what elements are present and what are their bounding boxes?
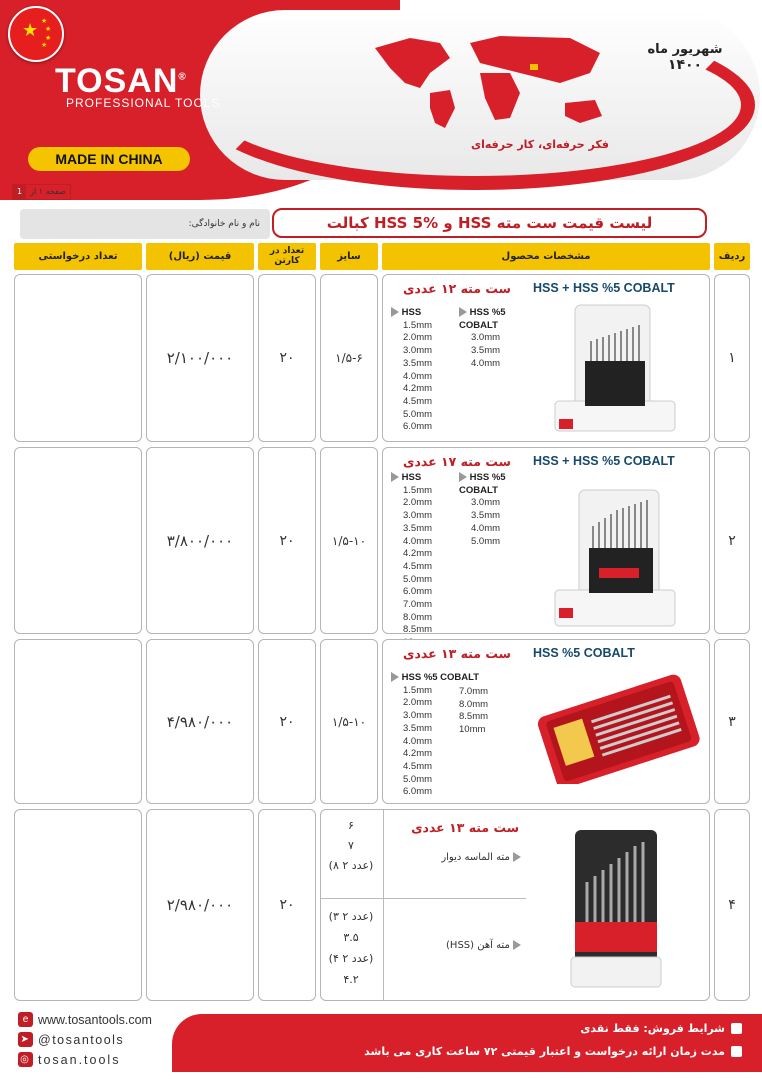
spec-column-divider: [383, 810, 384, 1000]
product-title: HSS + HSS %5 COBALT: [533, 454, 675, 468]
checkbox-icon: [731, 1046, 742, 1057]
size-list-cobalt-extra: 7.0mm 8.0mm 8.5mm 10mm: [459, 686, 489, 736]
product-title: HSS + HSS %5 COBALT: [533, 281, 675, 295]
col-header-carton: تعداد در کارتن: [258, 243, 316, 270]
set-title: ست مته ۱۳ عددی: [411, 820, 519, 835]
size-list-cobalt: HSS %5 COBALT 3.0mm 3.5mm 4.0mm 5.0mm: [459, 472, 506, 547]
set-title: ست مته ۱۷ عددی: [403, 454, 511, 469]
col-header-request: تعداد درخواستی: [14, 243, 142, 270]
size-range: ۱/۵-۶: [320, 274, 378, 442]
telegram-icon: ➤: [18, 1032, 33, 1047]
bullet-triangle-icon: [459, 472, 467, 482]
product-spec-cell: [382, 274, 710, 442]
made-in-china-badge: MADE IN CHINA: [28, 147, 190, 171]
carton-qty: ۲۰: [258, 274, 316, 442]
terms-validity: مدت زمان ارائه درخواست و اعتبار قیمتی ۷۲ ساعت کاری می باشد: [364, 1045, 742, 1058]
drill-set-case-image: [545, 301, 685, 439]
col-header-spec: مشخصات محصول: [382, 243, 710, 270]
page-indicator: 1 صفحه ۱ از: [12, 184, 71, 200]
customer-name-field[interactable]: نام و نام خانوادگی:: [20, 209, 270, 239]
carton-qty: ۲۰: [258, 447, 316, 634]
drill-set-case-image: [545, 478, 685, 630]
spec-masonry-bit: مته الماسه دیوار: [401, 852, 521, 863]
product-spec-cell: [320, 809, 710, 1001]
page-title: لیست قیمت ست مته HSS و HSS 5% کبالت: [272, 208, 707, 238]
brand-logo: TOSAN®: [55, 62, 187, 100]
bullet-triangle-icon: [513, 940, 521, 950]
footer-website[interactable]: e www.tosantools.com: [18, 1012, 152, 1027]
world-map-graphic: [370, 28, 610, 133]
size-range: ۱/۵-۱۰: [320, 639, 378, 804]
request-qty-input[interactable]: [14, 809, 142, 1001]
request-qty-input[interactable]: [14, 274, 142, 442]
product-spec-cell: [382, 639, 710, 804]
spec-divider: [321, 898, 526, 899]
price-value: ۲/۹۸۰/۰۰۰: [146, 809, 254, 1001]
row-number: ۱: [714, 274, 750, 442]
terms-payment: شرایط فروش: فقط نقدی: [580, 1022, 742, 1035]
bullet-triangle-icon: [391, 307, 399, 317]
web-icon: e: [18, 1012, 33, 1027]
size-list-cobalt: HSS %5 COBALT 1.5mm 2.0mm 3.0mm 3.5mm 4.0mm 4.2mm 4.5mm 5.0mm 6.0mm: [391, 672, 479, 799]
size-list-masonry: ۶ ۷ (۸ عدد ۲): [328, 819, 374, 872]
size-list-cobalt: HSS %5 COBALT 3.0mm 3.5mm 4.0mm: [459, 307, 506, 369]
size-list-hss: HSS 1.5mm 2.0mm 3.0mm 3.5mm 4.0mm 4.2mm 4.5mm 5.0mm 6.0mm 7.0mm 8.0mm 8.5mm: [391, 472, 432, 650]
footer-instagram[interactable]: ◎ tosan.tools: [18, 1052, 120, 1067]
row-number: ۲: [714, 447, 750, 634]
price-value: ۳/۸۰۰/۰۰۰: [146, 447, 254, 634]
instagram-icon: ◎: [18, 1052, 33, 1067]
bullet-triangle-icon: [391, 672, 399, 682]
set-title: ست مته ۱۳ عددی: [403, 646, 511, 661]
product-spec-cell: [382, 447, 710, 634]
spec-hss-bit: مته آهن (HSS): [401, 940, 521, 951]
size-list-hss: (۳ عدد ۲) ۳.۵ (۴ عدد ۲) ۴.۲: [328, 910, 374, 986]
bullet-triangle-icon: [391, 472, 399, 482]
size-range: ۱/۵-۱۰: [320, 447, 378, 634]
price-date: شهریور ماه ۱۴۰۰: [647, 42, 723, 73]
drill-set-case-image: [533, 674, 703, 784]
set-title: ست مته ۱۲ عددی: [403, 281, 511, 296]
carton-qty: ۲۰: [258, 809, 316, 1001]
footer-terms-band: [172, 1014, 762, 1072]
col-header-price: قیمت (ریال): [146, 243, 254, 270]
row-number: ۳: [714, 639, 750, 804]
carton-qty: ۲۰: [258, 639, 316, 804]
checkbox-icon: [731, 1023, 742, 1034]
col-header-size: سایز: [320, 243, 378, 270]
china-flag-icon: ★ ★ ★ ★ ★: [8, 6, 64, 62]
request-qty-input[interactable]: [14, 447, 142, 634]
request-qty-input[interactable]: [14, 639, 142, 804]
price-value: ۴/۹۸۰/۰۰۰: [146, 639, 254, 804]
size-list-hss: HSS 1.5mm 2.0mm 3.0mm 3.5mm 4.0mm 4.2mm 4.5mm 5.0mm 6.0mm: [391, 307, 432, 434]
bullet-triangle-icon: [459, 307, 467, 317]
price-value: ۲/۱۰۰/۰۰۰: [146, 274, 254, 442]
brand-tagline: PROFESSIONAL TOOLS: [66, 96, 221, 110]
bullet-triangle-icon: [513, 852, 521, 862]
row-number: ۴: [714, 809, 750, 1001]
col-header-row: ردیف: [714, 243, 750, 270]
page-header: [0, 0, 762, 205]
brand-slogan: فکر حرفه‌ای، کار حرفه‌ای: [471, 138, 609, 151]
product-title: HSS %5 COBALT: [533, 646, 635, 660]
footer-telegram[interactable]: ➤ @tosantools: [18, 1032, 124, 1047]
drill-set-case-image: [561, 822, 671, 992]
